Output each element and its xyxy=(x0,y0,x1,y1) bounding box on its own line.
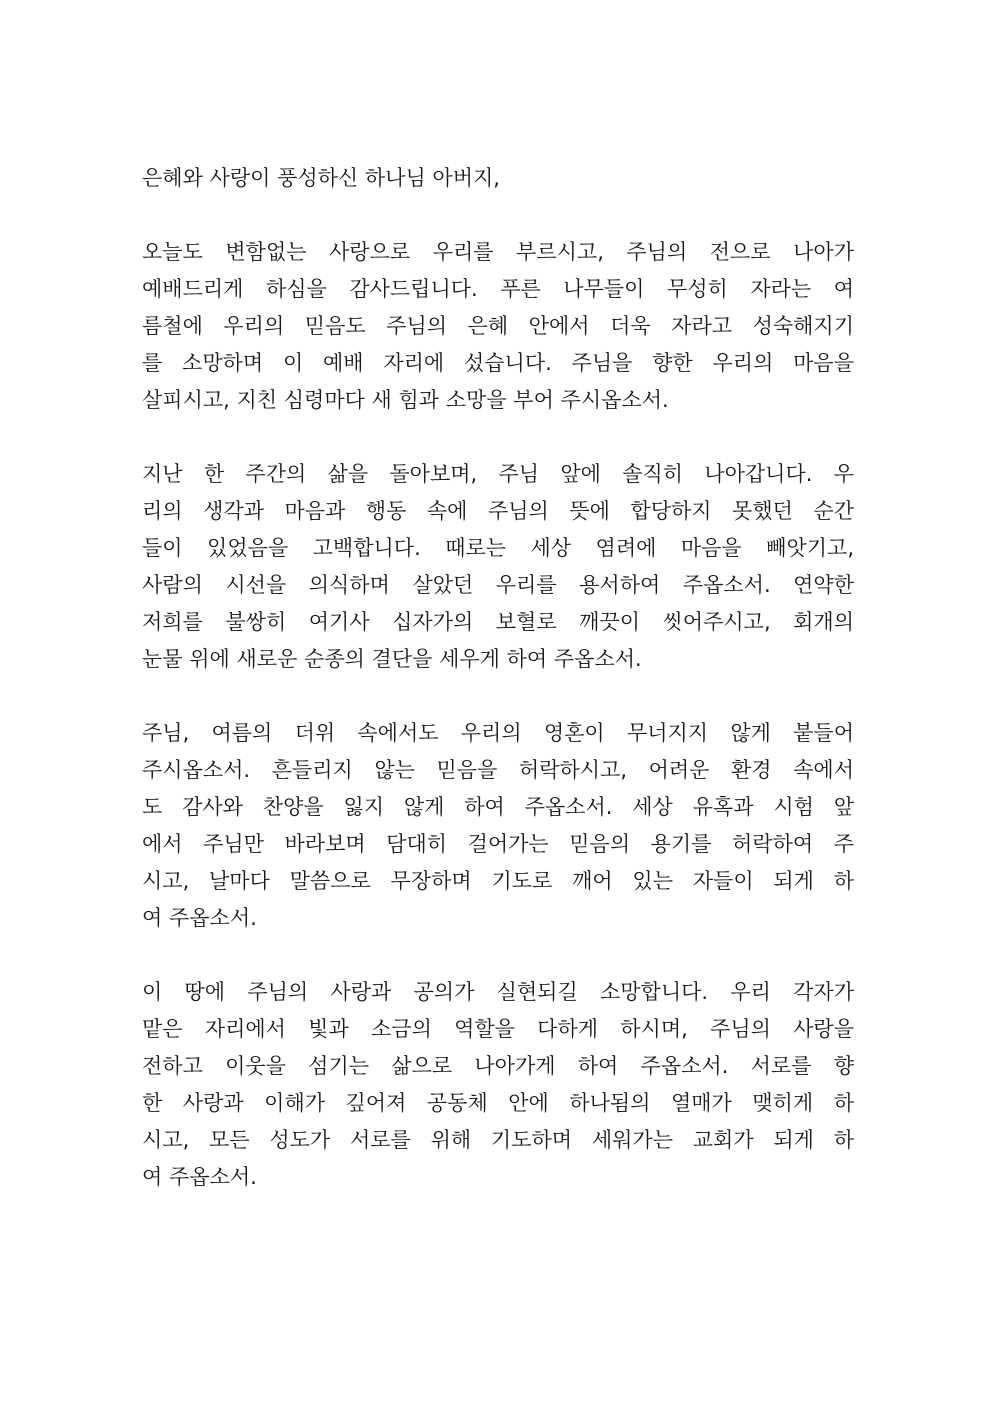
text-line: 사람의 시선을 의식하며 살았던 우리를 용서하여 주옵소서. 연약한 xyxy=(142,573,854,597)
text-line: 지난 한 주간의 삶을 돌아보며, 주님 앞에 솔직히 나아갑니다. 우 xyxy=(142,462,854,486)
paragraph-intercession xyxy=(142,974,854,1196)
paragraph-thanksgiving xyxy=(142,234,854,419)
text-line: 주시옵소서. 흔들리지 않는 믿음을 허락하시고, 어려운 환경 속에서 xyxy=(142,758,854,782)
text-line: 도 감사와 찬양을 잃지 않게 하여 주옵소서. 세상 유혹과 시험 앞 xyxy=(142,795,854,819)
paragraph-salutation xyxy=(142,160,854,197)
text-line: 에서 주님만 바라보며 담대히 걸어가는 믿음의 용기를 허락하여 주 xyxy=(142,832,854,856)
text-line: 름철에 우리의 믿음도 주님의 은혜 안에서 더욱 자라고 성숙해지기 xyxy=(142,314,854,338)
text-line: 이 땅에 주님의 사랑과 공의가 실현되길 소망합니다. 우리 각자가 xyxy=(142,980,854,1004)
text-line: 예배드리게 하심을 감사드립니다. 푸른 나무들이 무성히 자라는 여 xyxy=(142,277,854,301)
text-line: 리의 생각과 마음과 행동 속에 주님의 뜻에 합당하지 못했던 순간 xyxy=(142,499,854,523)
text-line: 눈물 위에 새로운 순종의 결단을 세우게 하여 주옵소서. xyxy=(142,647,642,671)
paragraph-supplication xyxy=(142,715,854,937)
text-line: 은혜와 사랑이 풍성하신 하나님 아버지, xyxy=(142,166,500,190)
prayer-text xyxy=(142,160,854,1233)
text-line: 시고, 모든 성도가 서로를 위해 기도하며 세워가는 교회가 되게 하 xyxy=(142,1128,854,1152)
paragraph-confession xyxy=(142,456,854,678)
text-line: 여 주옵소서. xyxy=(142,906,257,930)
text-line: 맡은 자리에서 빛과 소금의 역할을 다하게 하시며, 주님의 사랑을 xyxy=(142,1017,854,1041)
text-line: 한 사랑과 이해가 깊어져 공동체 안에 하나됨의 열매가 맺히게 하 xyxy=(142,1091,854,1115)
text-line: 저희를 불쌍히 여기사 십자가의 보혈로 깨끗이 씻어주시고, 회개의 xyxy=(142,610,854,634)
text-line: 를 소망하며 이 예배 자리에 섰습니다. 주님을 향한 우리의 마음을 xyxy=(142,351,854,375)
text-line: 살피시고, 지친 심령마다 새 힘과 소망을 부어 주시옵소서. xyxy=(142,388,669,412)
text-line: 여 주옵소서. xyxy=(142,1165,257,1189)
text-line: 주님, 여름의 더위 속에서도 우리의 영혼이 무너지지 않게 붙들어 xyxy=(142,721,854,745)
text-line: 오늘도 변함없는 사랑으로 우리를 부르시고, 주님의 전으로 나아가 xyxy=(142,240,854,264)
text-line: 들이 있었음을 고백합니다. 때로는 세상 염려에 마음을 빼앗기고, xyxy=(142,536,854,560)
text-line: 시고, 날마다 말씀으로 무장하며 기도로 깨어 있는 자들이 되게 하 xyxy=(142,869,854,893)
text-line: 전하고 이웃을 섬기는 삶으로 나아가게 하여 주옵소서. 서로를 향 xyxy=(142,1054,854,1078)
